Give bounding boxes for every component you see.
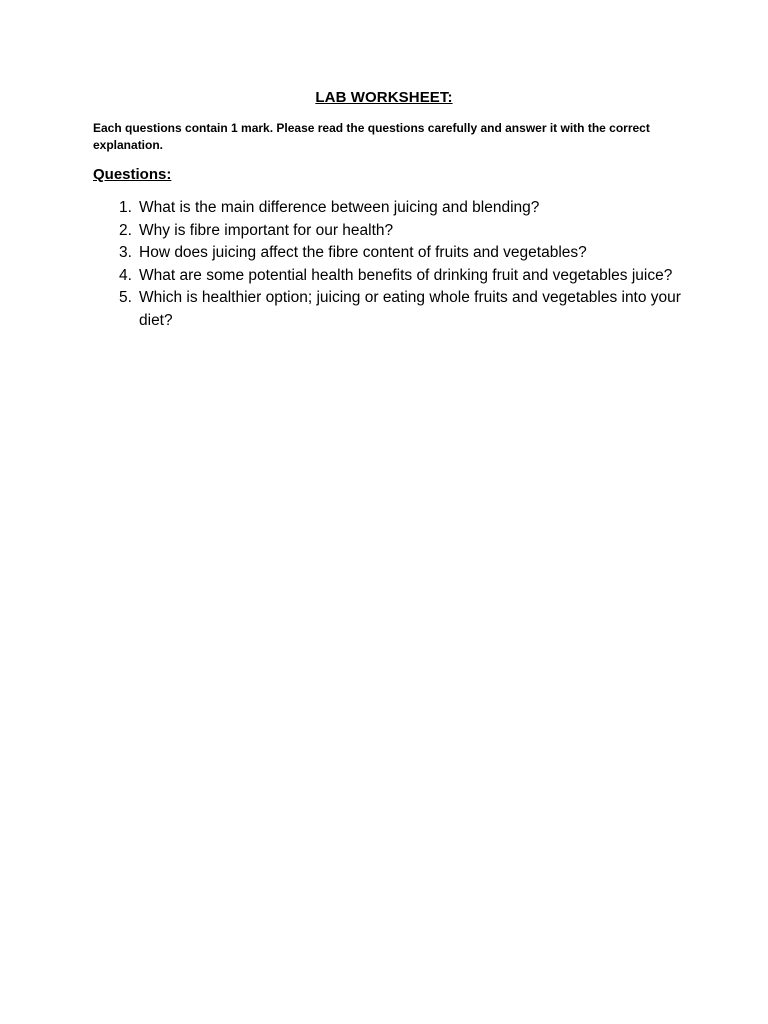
question-text: Which is healthier option; juicing or eating whole fruits and vegetables into your diet? (139, 289, 681, 329)
question-text: Why is fibre important for our health? (139, 221, 394, 239)
question-number: 5. (119, 289, 132, 306)
question-number: 1. (119, 199, 132, 216)
instructions-text: Each questions contain 1 mark. Please read the questions carefully and answer it with the correct explanation. (93, 121, 650, 152)
question-number-wrapper (93, 287, 139, 310)
question-item (93, 265, 683, 288)
question-text: How does juicing affect the fibre content of fruits and vegetables? (139, 244, 587, 261)
question-item (93, 287, 683, 332)
question-number-wrapper (93, 242, 139, 265)
question-number: 3. (119, 244, 132, 261)
page-title: LAB WORKSHEET: (315, 89, 453, 106)
question-text: What is the main difference between juicing and blending? (139, 199, 540, 216)
question-text: What are some potential health benefits of drinking fruit and vegetables juice? (139, 266, 673, 284)
question-number: 2. (119, 221, 132, 239)
question-number: 4. (119, 266, 132, 284)
question-item (93, 242, 683, 265)
questions-heading: Questions: (93, 166, 172, 183)
question-item (93, 197, 683, 220)
question-list (93, 197, 683, 332)
question-item (93, 220, 683, 243)
question-number-wrapper (93, 220, 139, 243)
question-number-wrapper (93, 197, 139, 220)
question-number-wrapper (93, 265, 139, 288)
